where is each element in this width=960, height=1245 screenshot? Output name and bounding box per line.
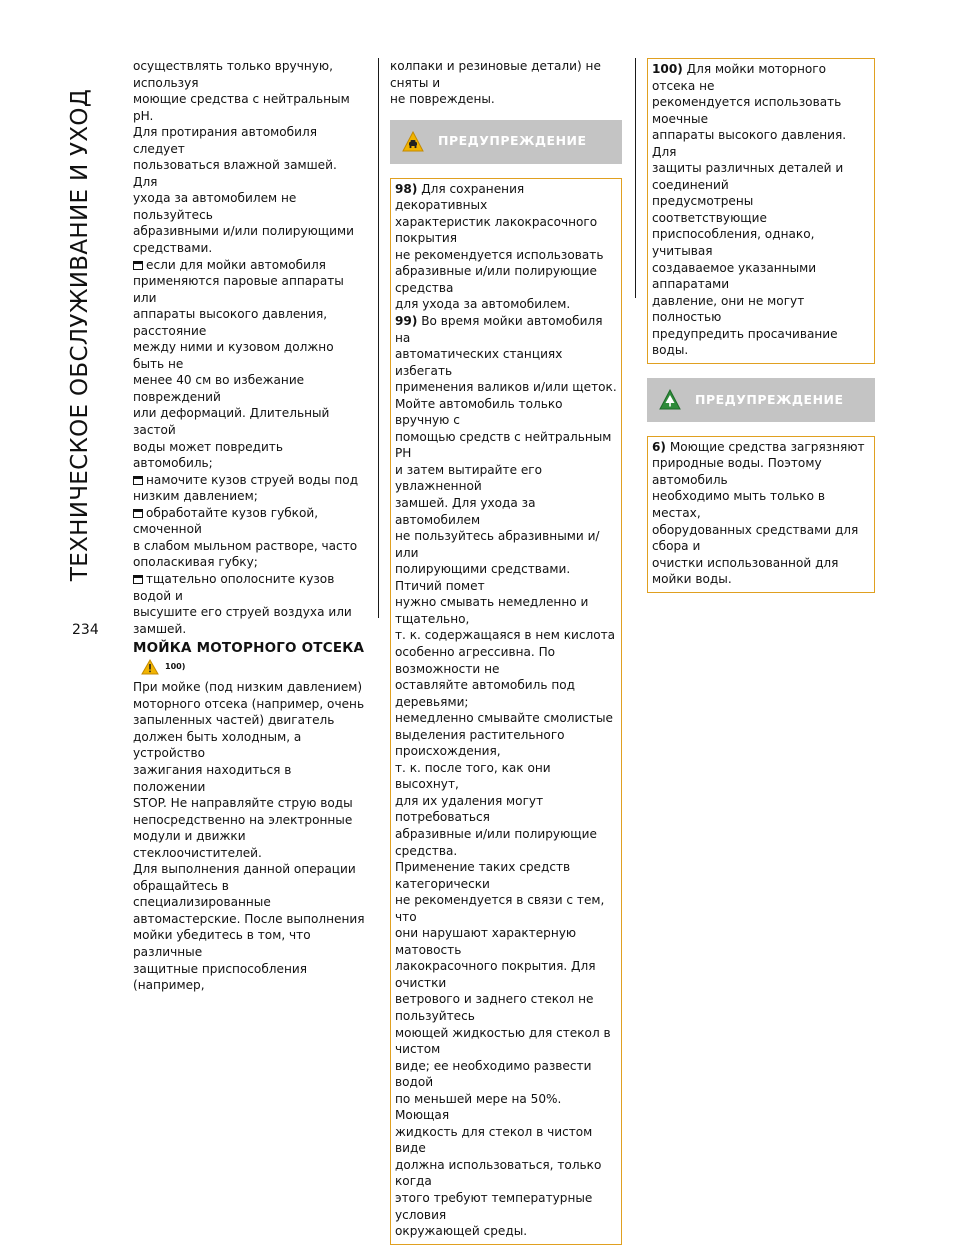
column-1: [133, 58, 365, 994]
page-number: 234: [72, 622, 99, 638]
car-skid-warning-icon: [402, 131, 424, 153]
warning-header: ПРЕДУПРЕЖДЕНИЕ: [390, 120, 622, 164]
section-title-engine-wash: МОЙКА МОТОРНОГО ОТСЕКА: [133, 640, 365, 657]
side-chapter-title-text: ТЕХНИЧЕСКОЕ ОБСЛУЖИВАНИЕ И УХОД: [67, 88, 93, 582]
caution-triangle-icon: [141, 659, 159, 675]
bullet-wet-body: намочите кузов струей воды под низким давлением;: [133, 472, 359, 504]
warning-reference: 100): [141, 659, 365, 676]
square-bullet-icon: [133, 575, 143, 584]
note-99: 99) Во время мойки автомобиля на автоматических станциях избегать применения валиков и/или щеток. Мойте автомобиль только вручную с помощью средств с нейтральным PH и затем вытирайте его увлажненной замшей. Для ухода за автомобилем не пользуйтесь абразивными и/или полирующими средствами. Птичий помет нужно смывать немедленно и тщательно, т. к. содержащаяся в нем кислота особенно агрессивна. По возможности не оставляйте автомобиль под деревьями; немедленно смывайте смолистые выделения растительного происхождения, т. к. после того, как они высохнут, для их удаления могут потребоваться абразивные и/или полирующие средства. Применение таких средств категорически не рекомендуется в связи с тем, что они нарушают характерную матовость лакокрасочного покрытия. Для очистки ветрового и заднего стекол не пользуйтесь моющей жидкостью для стекол в чистом виде; ее необходимо развести водой по меньшей мере на 50%. Моющая жидкость для стекол в чистом виде должна использоваться, только когда этого требуют температурные условия окружающей среды.: [395, 314, 617, 1239]
column-separator-2: [635, 58, 636, 298]
column-2: [390, 58, 622, 1245]
side-chapter-title: [60, 70, 100, 600]
intro-text: осуществлять только вручную, используя моющие средства с нейтральным pH. Для протирания автомобиля следует пользоваться влажной замшей. Для ухода за автомобилем не пользуйтесь абразивными и/или полирующими средствами.: [133, 59, 355, 256]
bullet-rinse-dry: тщательно ополосните кузов водой и высушите его струей воздуха или замшей.: [133, 571, 352, 636]
bullet-steam-washers: если для мойки автомобиля применяются паровые аппараты или аппараты высокого давления, расстояние между ними и кузовом должно быть не менее 40 см во избежание повреждений или деформаций. Длительный застой воды может повредить автомобиль;: [133, 257, 344, 471]
square-bullet-icon: [133, 476, 143, 485]
column-3: [647, 58, 875, 593]
square-bullet-icon: [133, 509, 143, 518]
note-100-box: [647, 58, 875, 364]
warning-notes-box: [390, 178, 622, 1245]
engine-wash-text: При мойке (под низким давлением) моторного отсека (например, очень запыленных частей) двигатель должен быть холодным, а устройство зажигания находиться в положении STOP. Не направляйте струю воды непосредственно на электронные модули и движки стеклоочистителей. Для выполнения данной операции обращайтесь в специализированные автомастерские. После выполнения мойки убедитесь в том, что различные защитные приспособления (например,: [133, 680, 365, 993]
note-100: 100) Для мойки моторного отсека не рекомендуется использовать моечные аппараты высокого давления. Для защиты различных деталей и соединений предусмотрены соответствующие приспособления, однако, учитывая создаваемое указанными аппаратами давление, они не могут полностью предупредить просачивание воды.: [652, 62, 847, 358]
square-bullet-icon: [133, 261, 143, 270]
continued-text: колпаки и резиновые детали) не сняты и не повреждены.: [390, 59, 601, 107]
column-separator-1: [378, 58, 379, 618]
note-6-box: [647, 436, 875, 593]
bullet-sponge: обработайте кузов губкой, смоченной в слабом мыльном растворе, часто ополаскивая губку;: [133, 505, 358, 570]
note-98: 98) Для сохранения декоративных характеристик лакокрасочного покрытия не рекомендуется использовать абразивные и/или полирующие средства для ухода за автомобилем.: [395, 181, 604, 312]
tree-environment-icon: [659, 389, 681, 411]
environment-warning-header: ПРЕДУПРЕЖДЕНИЕ: [647, 378, 875, 422]
note-6: 6) Моющие средства загрязняют природные воды. Поэтому автомобиль необходимо мыть только в местах, оборудованных средствами для сбора и очистки использованной для мойки воды.: [652, 439, 865, 587]
